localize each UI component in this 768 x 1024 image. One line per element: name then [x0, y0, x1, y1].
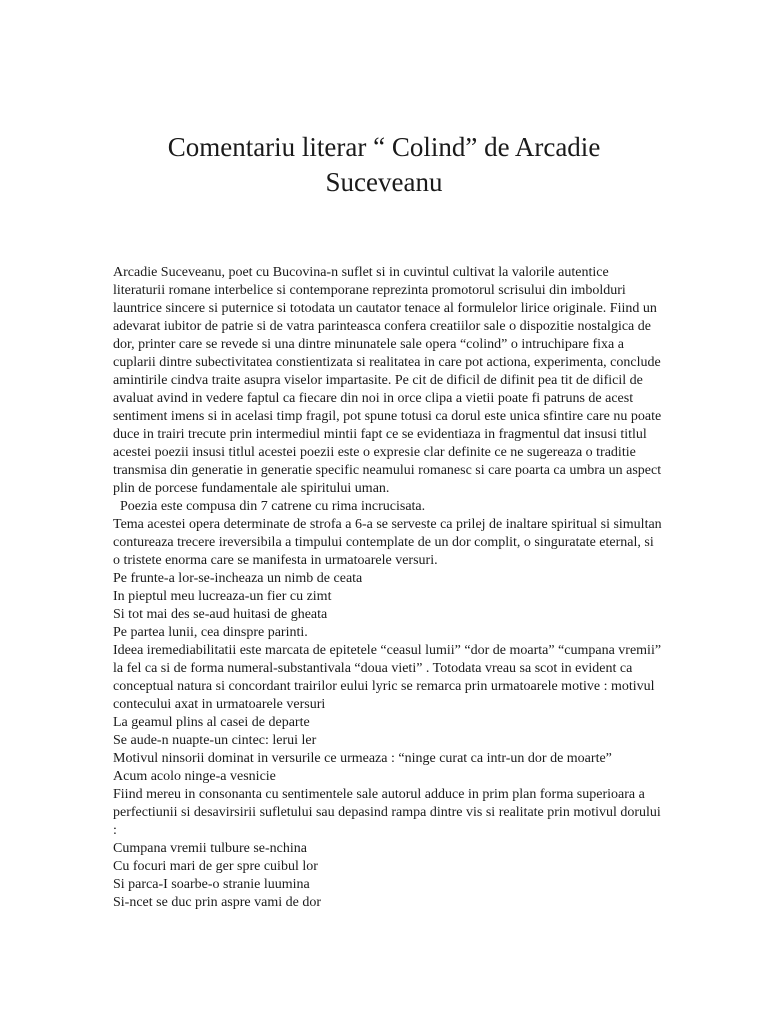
verse-line: Si tot mai des se-aud huitasi de gheata: [113, 607, 328, 622]
paragraph-motif-snow: Motivul ninsorii dominat in versurile ce urmeaza : “ninge curat ca intr-un dor de moarte”: [113, 751, 612, 766]
verse-line: In pieptul meu lucreaza-un fier cu zimt: [113, 589, 332, 604]
paragraph-structure: Poezia este compusa din 7 catrene cu rima incrucisata.: [120, 499, 426, 514]
verse-line: Se aude-n nuapte-un cintec: lerui ler: [113, 733, 317, 748]
paragraph-motif-longing: Fiind mereu in consonanta cu sentimentele sale autorul adduce in prim plan forma superioara a perfectiunii si desavirsirii sufletului sau depasind rampa dintre vis si realitate prin motivul dorului :: [113, 787, 661, 838]
paragraph-idea: Ideea iremediabilitatii este marcata de epitetele “ceasul lumii” “dor de moarta” “cumpana vremii” la fel ca si de forma numeral-substantivala “doua vieti” . Totodata vreau sa scot in evident ca conceptual natura si concordant trairilor eului lyric se remarca prin urmatoarele motive : motivul contecului axat in urmatoarele versuri: [113, 643, 662, 712]
verse-line: Acum acolo ninge-a vesnicie: [113, 769, 276, 784]
verse-line: Cumpana vremii tulbure se-nchina: [113, 841, 307, 856]
verse-line: Cu focuri mari de ger spre cuibul lor: [113, 859, 318, 874]
verse-line: Pe frunte-a lor-se-incheaza un nimb de ceata: [113, 571, 363, 586]
paragraph-intro: Arcadie Suceveanu, poet cu Bucovina-n suflet si in cuvintul cultivat la valorile autentice literaturii romane interbelice si contemporane reprezinta promotorul scrisului din imbolduri launtrice sincere si puternice si totodata un cautator tenace al formulelor lirice originale. Fiind un adevarat iubitor de patrie si de vatra parinteasca confera creatiilor sale o dispozitie nostalgica de dor, printer care se revede si una dintre minunatele sale opera “colind” o intruchipare fixa a cuplarii dintre subectivitatea constientizata si realitatea in care pot actiona, experimenta, conclude amintirile cindva traite asupra viselor impartasite. Pe cit de dificil de difinit pea tit de dificil de avaluat avind in vedere faptul ca fiecare din noi in orce clipa a vietii poate fi patruns de acest sentiment imens si in acelasi timp fragil, pot spune totusi ca dorul este unica sfintire care nu poate duce in trairi trecute prin intermediul mintii fapt ce se evidentiaza in fragmentul dat insusi titlul acestei poezii insusi titlul acestei poezii este o expresie clar definite ce ne sugereaza o traditie transmisa din generatie in generatie specific neamului romanesc si care poarta ca umbra un aspect plin de porcese fundamentale ale spiritului uman.: [113, 265, 662, 496]
document-body: [113, 264, 663, 912]
paragraph-theme: Tema acestei opera determinate de strofa a 6-a se serveste ca prilej de inaltare spiritual si simultan contureaza trecere ireversibila a timpului contemplate de un dor complit, o singuratate eternal, si o tristete enorma care se manifesta in urmatoarele versuri.: [113, 517, 662, 568]
verse-line: Si-ncet se duc prin aspre vami de dor: [113, 895, 321, 910]
verse-line: La geamul plins al casei de departe: [113, 715, 310, 730]
verse-line: Pe partea lunii, cea dinspre parinti.: [113, 625, 308, 640]
verse-line: Si parca-I soarbe-o stranie luumina: [113, 877, 310, 892]
document-title: Comentariu literar “ Colind” de Arcadie Suceveanu: [167, 132, 601, 197]
